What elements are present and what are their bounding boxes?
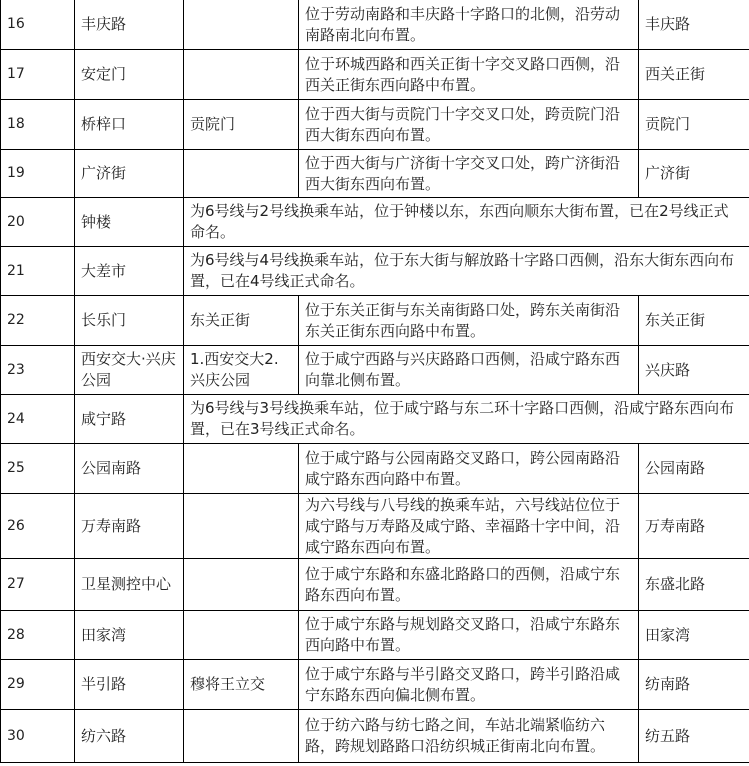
station-name: 广济街 xyxy=(75,150,184,198)
row-number: 20 xyxy=(1,198,75,247)
station-description: 位于东关正街与东关南街路口处，跨东关南街沿东关正街东西向路中布置。 xyxy=(299,296,639,346)
table-row xyxy=(1,50,749,100)
station-name: 安定门 xyxy=(75,50,184,100)
station-description: 为6号线与2号线换乘车站，位于钟楼以东，东西向顺东大街布置，已在2号线正式命名。 xyxy=(184,198,749,247)
row-number: 21 xyxy=(1,247,75,296)
table-row xyxy=(1,247,749,296)
row-number: 19 xyxy=(1,150,75,198)
table-row xyxy=(1,494,749,559)
row-number: 24 xyxy=(1,395,75,444)
station-name: 咸宁路 xyxy=(75,395,184,444)
row-number: 27 xyxy=(1,559,75,611)
nearby-road: 纺南路 xyxy=(639,660,749,710)
station-description: 位于咸宁西路与兴庆路路口西侧，沿咸宁路东西向靠北侧布置。 xyxy=(299,346,639,395)
nearby-road: 广济街 xyxy=(639,150,749,198)
alternate-name: 穆将王立交 xyxy=(184,660,299,710)
station-name: 长乐门 xyxy=(75,296,184,346)
table-row xyxy=(1,559,749,611)
station-name: 卫星测控中心 xyxy=(75,559,184,611)
station-description: 位于劳动南路和丰庆路十字路口的北侧，沿劳动南路南北向布置。 xyxy=(299,0,639,50)
alternate-name xyxy=(184,50,299,100)
row-number: 29 xyxy=(1,660,75,710)
alternate-name xyxy=(184,0,299,50)
alternate-name: 1.西安交大2.兴庆公园 xyxy=(184,346,299,395)
station-name: 桥梓口 xyxy=(75,100,184,150)
table-row xyxy=(1,395,749,444)
row-number: 18 xyxy=(1,100,75,150)
alternate-name xyxy=(184,444,299,494)
alternate-name: 东关正街 xyxy=(184,296,299,346)
station-name: 万寿南路 xyxy=(75,494,184,559)
row-number: 30 xyxy=(1,710,75,763)
station-description: 为6号线与3号线换乘车站，位于咸宁路与东二环十字路口西侧，沿咸宁路东西向布置，已在3号线正式命名。 xyxy=(184,395,749,444)
table-row xyxy=(1,660,749,710)
nearby-road: 西关正街 xyxy=(639,50,749,100)
station-description: 位于环城西路和西关正街十字交叉路口西侧，沿西关正街东西向路中布置。 xyxy=(299,50,639,100)
nearby-road: 东关正街 xyxy=(639,296,749,346)
nearby-road: 公园南路 xyxy=(639,444,749,494)
table-row xyxy=(1,296,749,346)
nearby-road: 万寿南路 xyxy=(639,494,749,559)
station-description: 位于咸宁东路与半引路交叉路口，跨半引路沿咸宁东路东西向偏北侧布置。 xyxy=(299,660,639,710)
table-row xyxy=(1,611,749,660)
nearby-road: 东盛北路 xyxy=(639,559,749,611)
row-number: 26 xyxy=(1,494,75,559)
row-number: 23 xyxy=(1,346,75,395)
station-description: 为6号线与4号线换乘车站，位于东大街与解放路十字路口西侧，沿东大街东西向布置，已在4号线正式命名。 xyxy=(184,247,749,296)
station-description: 位于咸宁东路和东盛北路路口的西侧，沿咸宁东路东西向布置。 xyxy=(299,559,639,611)
station-description: 为六号线与八号线的换乘车站，六号线站位位于咸宁路与万寿路及咸宁路、幸福路十字中间，沿咸宁路东西向布置。 xyxy=(299,494,639,559)
nearby-road: 田家湾 xyxy=(639,611,749,660)
table-row xyxy=(1,444,749,494)
table-row xyxy=(1,0,749,50)
station-name: 钟楼 xyxy=(75,198,184,247)
alternate-name: 贡院门 xyxy=(184,100,299,150)
station-name: 丰庆路 xyxy=(75,0,184,50)
table-row xyxy=(1,198,749,247)
station-name: 大差市 xyxy=(75,247,184,296)
alternate-name xyxy=(184,710,299,763)
row-number: 16 xyxy=(1,0,75,50)
row-number: 25 xyxy=(1,444,75,494)
station-description: 位于西大街与广济街十字交叉口处，跨广济街沿西大街东西向布置。 xyxy=(299,150,639,198)
station-name: 田家湾 xyxy=(75,611,184,660)
station-name: 纺六路 xyxy=(75,710,184,763)
nearby-road: 丰庆路 xyxy=(639,0,749,50)
table-row xyxy=(1,150,749,198)
row-number: 22 xyxy=(1,296,75,346)
table-row xyxy=(1,346,749,395)
station-name: 西安交大·兴庆公园 xyxy=(75,346,184,395)
row-number: 17 xyxy=(1,50,75,100)
station-name: 公园南路 xyxy=(75,444,184,494)
station-description: 位于西大街与贡院门十字交叉口处，跨贡院门沿西大街东西向布置。 xyxy=(299,100,639,150)
nearby-road: 贡院门 xyxy=(639,100,749,150)
alternate-name xyxy=(184,494,299,559)
station-name: 半引路 xyxy=(75,660,184,710)
alternate-name xyxy=(184,559,299,611)
station-description: 位于咸宁东路与规划路交叉路口，沿咸宁东路东西向路中布置。 xyxy=(299,611,639,660)
nearby-road: 纺五路 xyxy=(639,710,749,763)
station-description: 位于咸宁路与公园南路交叉路口，跨公园南路沿咸宁路东西向路中布置。 xyxy=(299,444,639,494)
row-number: 28 xyxy=(1,611,75,660)
table-row xyxy=(1,100,749,150)
alternate-name xyxy=(184,150,299,198)
station-description: 位于纺六路与纺七路之间，车站北端紧临纺六路，跨规划路路口沿纺织城正街南北向布置。 xyxy=(299,710,639,763)
table-row xyxy=(1,710,749,763)
nearby-road: 兴庆路 xyxy=(639,346,749,395)
alternate-name xyxy=(184,611,299,660)
